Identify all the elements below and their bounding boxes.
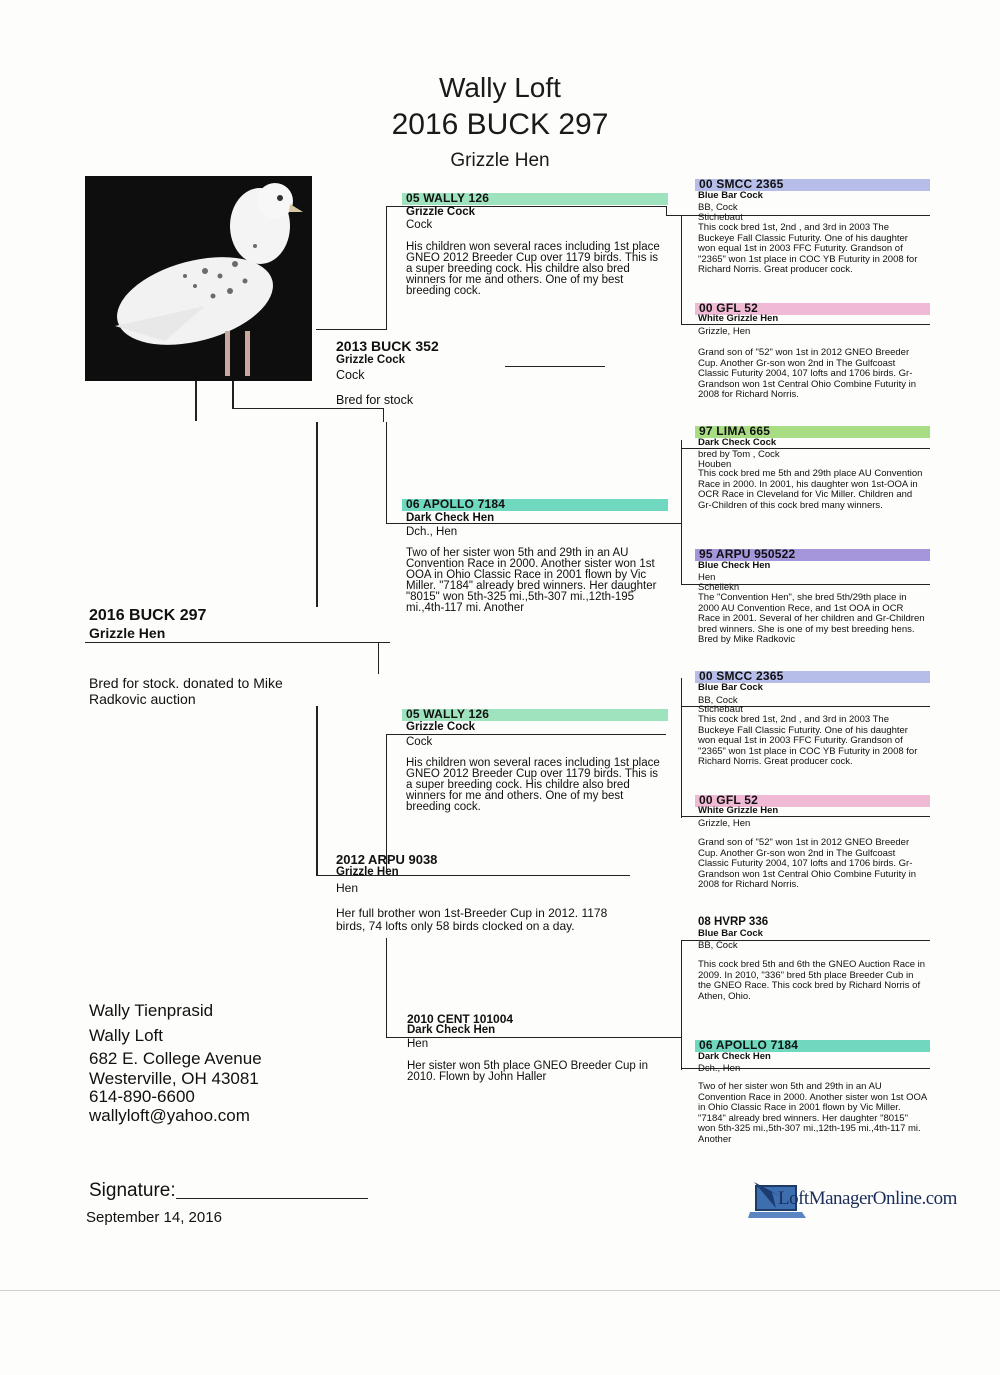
owner-loft: Wally Loft [89, 1026, 164, 1045]
sdd-note: The "Convention Hen", she bred 5th/29th place in 2000 AU Convention Rece, and 1st OOA in OCR Race in 2001. Several of her children and Gr-Children bred winners. She is one of my best breeding hens. Bred by Mike Radkovic [698, 592, 925, 645]
dsd-color: White Grizzle Hen [698, 805, 779, 816]
sds-id-bar: 97 LIMA 665 [695, 426, 930, 438]
dds-sex: BB, Cock [698, 940, 738, 951]
dam-id: 2012 ARPU 9038 [336, 852, 438, 867]
subject-color: Grizzle Hen [89, 625, 166, 641]
dsd-note: Grand son of "52" won 1st in 2012 GNEO Breeder Cup. Another Gr-son won 2nd in The Gulfcoast Classic Futurity 2004, 107 lofts and 1706 birds. Gr-Grandson won 1st Central Ohio Combine Futurity in 2008 for Richard Norris. [698, 837, 917, 890]
ssd-sex: Grizzle, Hen [698, 326, 751, 337]
sd-note: Two of her sister won 5th and 29th in an AU Convention Race in 2000. Another sister won 1st OOA in Ohio Classic Race in 2001 flown by Vic Miller. "7184" already bred winners. Her daughter "8015" won 5th-325 mi.,5th-307 mi.,12th-195 mi.,4th-117 mi. Another [406, 547, 657, 614]
ss-color: Grizzle Cock [406, 206, 476, 218]
owner-address: 682 E. College Avenue [89, 1049, 262, 1068]
ds-sex: Cock [406, 736, 433, 748]
loftmanager-logo-text: LoftManagerOnline.com [778, 1188, 957, 1209]
sds-sex: bred by Tom , Cock [698, 449, 780, 460]
sss-color: Blue Bar Cock [698, 190, 763, 201]
ddd-sex: Dch., Hen [698, 1063, 741, 1074]
ss-id-bar: 05 WALLY 126 [402, 193, 668, 205]
owner-phone: 614-890-6600 [89, 1087, 195, 1106]
sss-note: This cock bred 1st, 2nd , and 3rd in 2003 The Buckeye Fall Classic Futurity. One of his daughter won equal 1st in 2003 FFC Futurity. Grandson of "2365" won 1st place in COC YB Futurity in 2008 for Richard Norris. Great producer cock. [698, 222, 918, 275]
dss-note: This cock bred 1st, 2nd , and 3rd in 2003 The Buckeye Fall Classic Futurity. One of his daughter won equal 1st in 2003 FFC Futurity. Grandson of "2365" won 1st place in COC YB Futurity in 2008 for Richard Norris. Great producer cock. [698, 714, 918, 767]
ds-color: Grizzle Cock [406, 721, 476, 733]
sds-color: Dark Check Cock [698, 437, 777, 448]
dsd-sex: Grizzle, Hen [698, 818, 751, 829]
sire-note: Bred for stock [336, 393, 414, 407]
dss-breeder: Stichebaut [698, 704, 743, 715]
ds-id-bar: 05 WALLY 126 [402, 709, 668, 721]
dds-id: 08 HVRP 336 [698, 916, 769, 928]
sire-id: 2013 BUCK 352 [336, 338, 439, 354]
sds-breeder: Houben [698, 459, 732, 470]
dds-note: This cock bred 5th and 6th the GNEO Auction Race in 2009. In 2010, "336" bred 5th place Breeder Cub in the GNEO Race. This cock bred by Richard Norris of Athen, Ohio. [698, 959, 926, 1002]
ss-sex: Cock [406, 219, 433, 231]
dam-note: Her full brother won 1st-Breeder Cup in 2012. 1178 birds, 74 lofts only 58 birds clocked on a day. [336, 906, 608, 933]
ssd-color: White Grizzle Hen [698, 313, 779, 324]
sire-sex: Cock [336, 368, 365, 382]
sd-color: Dark Check Hen [406, 512, 495, 524]
ssd-note: Grand son of "52" won 1st in 2012 GNEO Breeder Cup. Another Gr-son won 2nd in The Gulfcoast Classic Futurity 2004, 107 lofts and 1706 birds. Gr-Grandson won 1st Central Ohio Combine Futurity in 2008 for Richard Norris. [698, 347, 917, 400]
ssd-id-bar: 00 GFL 52 [695, 303, 930, 315]
dss-id-bar: 00 SMCC 2365 [695, 671, 930, 683]
owner-email: wallyloft@yahoo.com [89, 1106, 250, 1125]
sd-sex: Dch., Hen [406, 526, 458, 538]
ddd-color: Dark Check Hen [698, 1051, 771, 1062]
sdd-breeder: Schellekn [698, 582, 740, 593]
dam-sex: Hen [336, 881, 359, 895]
sire-color: Grizzle Cock [336, 354, 406, 366]
sss-breeder: Stichebaut [698, 212, 743, 223]
dd-note: Her sister won 5th place GNEO Breeder Cup in 2010. Flown by John Haller [407, 1060, 648, 1083]
sds-note: This cock bred me 5th and 29th place AU Convention Race in 2000. In 2001, his daughter won 1st-OOA in OCR Race in Cleveland for Vic Miller. Children and Gr-Children of this cock bred many winners. [698, 468, 923, 511]
dss-sex: BB, Cock [698, 695, 738, 706]
ss-note: His children won several races including 1st place GNEO 2012 Breeder Cup over 1179 birds. This is a super breeding cock. His childre also bred winners for me and others. One of my best breeding cock. [406, 241, 660, 297]
sd-id-bar: 06 APOLLO 7184 [402, 499, 668, 511]
pedigree-bird-color: Grizzle Hen [450, 150, 550, 171]
dd-id: 2010 CENT 101004 [407, 1012, 514, 1026]
ddd-id-bar: 06 APOLLO 7184 [695, 1040, 930, 1052]
signature-label: Signature: [89, 1180, 176, 1201]
dam-color: Grizzle Hen [336, 866, 399, 878]
sdd-sex: Hen [698, 572, 716, 583]
pigeon-photo [85, 176, 312, 381]
subject-note: Bred for stock. donated to Mike Radkovic auction [89, 675, 283, 707]
pedigree-bird-title: 2016 BUCK 297 [391, 108, 609, 141]
dd-color: Dark Check Hen [407, 1024, 496, 1036]
sss-sex: BB, Cock [698, 202, 738, 213]
sdd-id-bar: 95 ARPU 950522 [695, 549, 930, 561]
dss-color: Blue Bar Cock [698, 682, 763, 693]
owner-city: Westerville, OH 43081 [89, 1069, 259, 1088]
sss-id-bar: 00 SMCC 2365 [695, 179, 930, 191]
owner-name: Wally Tienprasid [89, 1001, 214, 1020]
dsd-id-bar: 00 GFL 52 [695, 795, 930, 807]
signature-line[interactable] [176, 1198, 368, 1199]
loft-title: Wally Loft [439, 72, 561, 103]
loftmanager-logo [748, 1178, 957, 1220]
signature-date: September 14, 2016 [86, 1209, 222, 1226]
subject-id: 2016 BUCK 297 [89, 607, 207, 624]
sdd-color: Blue Check Hen [698, 560, 771, 571]
ddd-note: Two of her sister won 5th and 29th in an AU Convention Race in 2000. Another sister won 1st OOA in Ohio Classic Race in 2001 flown by Vic Miller. "7184" already bred winners. Her daughter "8015" won 5th-325 mi.,5th-307 mi.,12th-195 mi.,4th-117 mi. Another [698, 1081, 927, 1145]
ds-note: His children won several races including 1st place GNEO 2012 Breeder Cup over 1179 birds. This is a super breeding cock. His childre also bred winners for me and others. One of my best breeding cock. [406, 757, 660, 813]
dd-sex: Hen [407, 1038, 429, 1050]
dds-color: Blue Bar Cock [698, 928, 763, 939]
